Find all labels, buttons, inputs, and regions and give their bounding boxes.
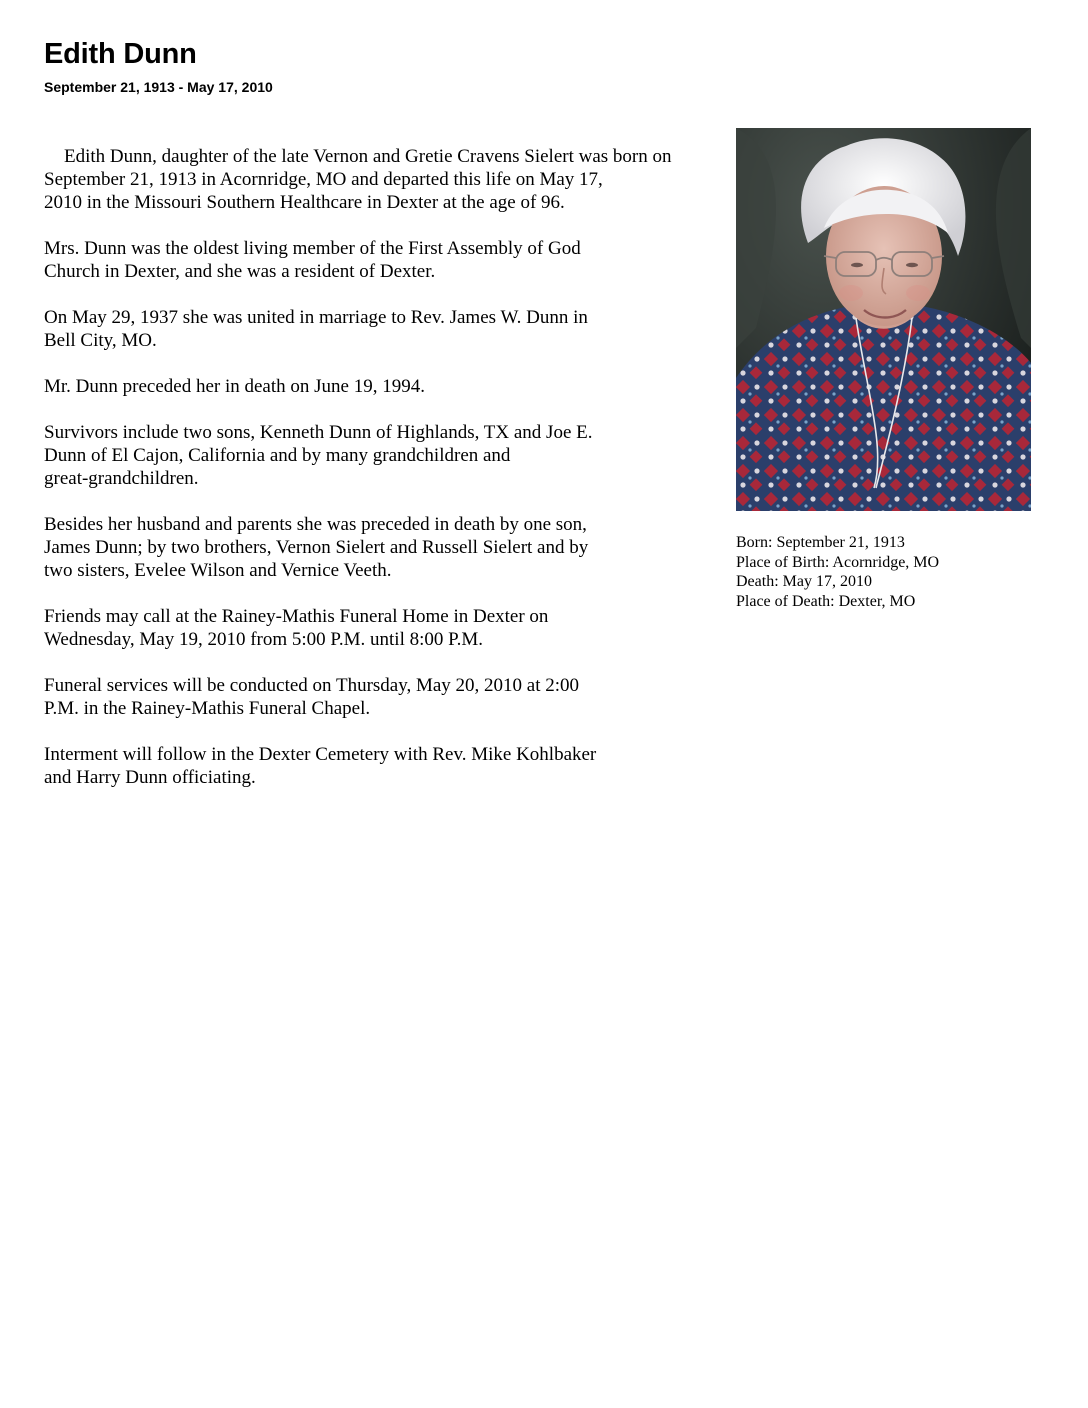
obituary-paragraph-birth: Edith Dunn, daughter of the late Vernon and Gretie Cravens Sielert was born on September 21, 1913 in Acornridge, MO and departed this life on May 17, 2010 in the Missouri Southern Healthcare in Dexter at the age of 96. — [44, 146, 672, 213]
obituary-paragraph-visitation: Friends may call at the Rainey-Mathis Funeral Home in Dexter on Wednesday, May 19, 2010 from 5:00 P.M. until 8:00 P.M. — [44, 606, 549, 650]
obituary-paragraph-interment: Interment will follow in the Dexter Cemetery with Rev. Mike Kohlbaker and Harry Dunn officiating. — [44, 744, 597, 788]
obituary-paragraph-services: Funeral services will be conducted on Thursday, May 20, 2010 at 2:00 P.M. in the Rainey-Mathis Funeral Chapel. — [44, 675, 580, 719]
portrait-photo — [736, 128, 1031, 511]
obituary-dates: September 21, 1913 - May 17, 2010 — [44, 79, 273, 95]
fact-place-of-birth: Place of Birth: Acornridge, MO — [736, 553, 940, 571]
blouse — [736, 306, 1031, 511]
obituary-paragraph-preceded: Besides her husband and parents she was preceded in death by one son, James Dunn; by two brothers, Vernon Sielert and Russell Sielert and by two sisters, Evelee Wilson and Vernice Veeth. — [44, 514, 589, 581]
fact-born: Born: September 21, 1913 — [736, 534, 905, 551]
fact-place-of-death: Place of Death: Dexter, MO — [736, 592, 916, 610]
obituary-name: Edith Dunn — [44, 38, 197, 70]
obituary-paragraph-marriage: On May 29, 1937 she was united in marriage to Rev. James W. Dunn in Bell City, MO. — [44, 307, 588, 351]
obituary-paragraph-church: Mrs. Dunn was the oldest living member of the First Assembly of God Church in Dexter, and she was a resident of Dexter. — [44, 238, 581, 282]
vital-facts — [736, 533, 939, 611]
obituary-body — [44, 145, 764, 812]
obituary-paragraph-husband-death: Mr. Dunn preceded her in death on June 19, 1994. — [44, 376, 425, 397]
fact-death: Death: May 17, 2010 — [736, 573, 872, 590]
obituary-paragraph-survivors: Survivors include two sons, Kenneth Dunn of Highlands, TX and Joe E. Dunn of El Cajon, California and by many grandchildren and great-grandchildren. — [44, 422, 593, 489]
